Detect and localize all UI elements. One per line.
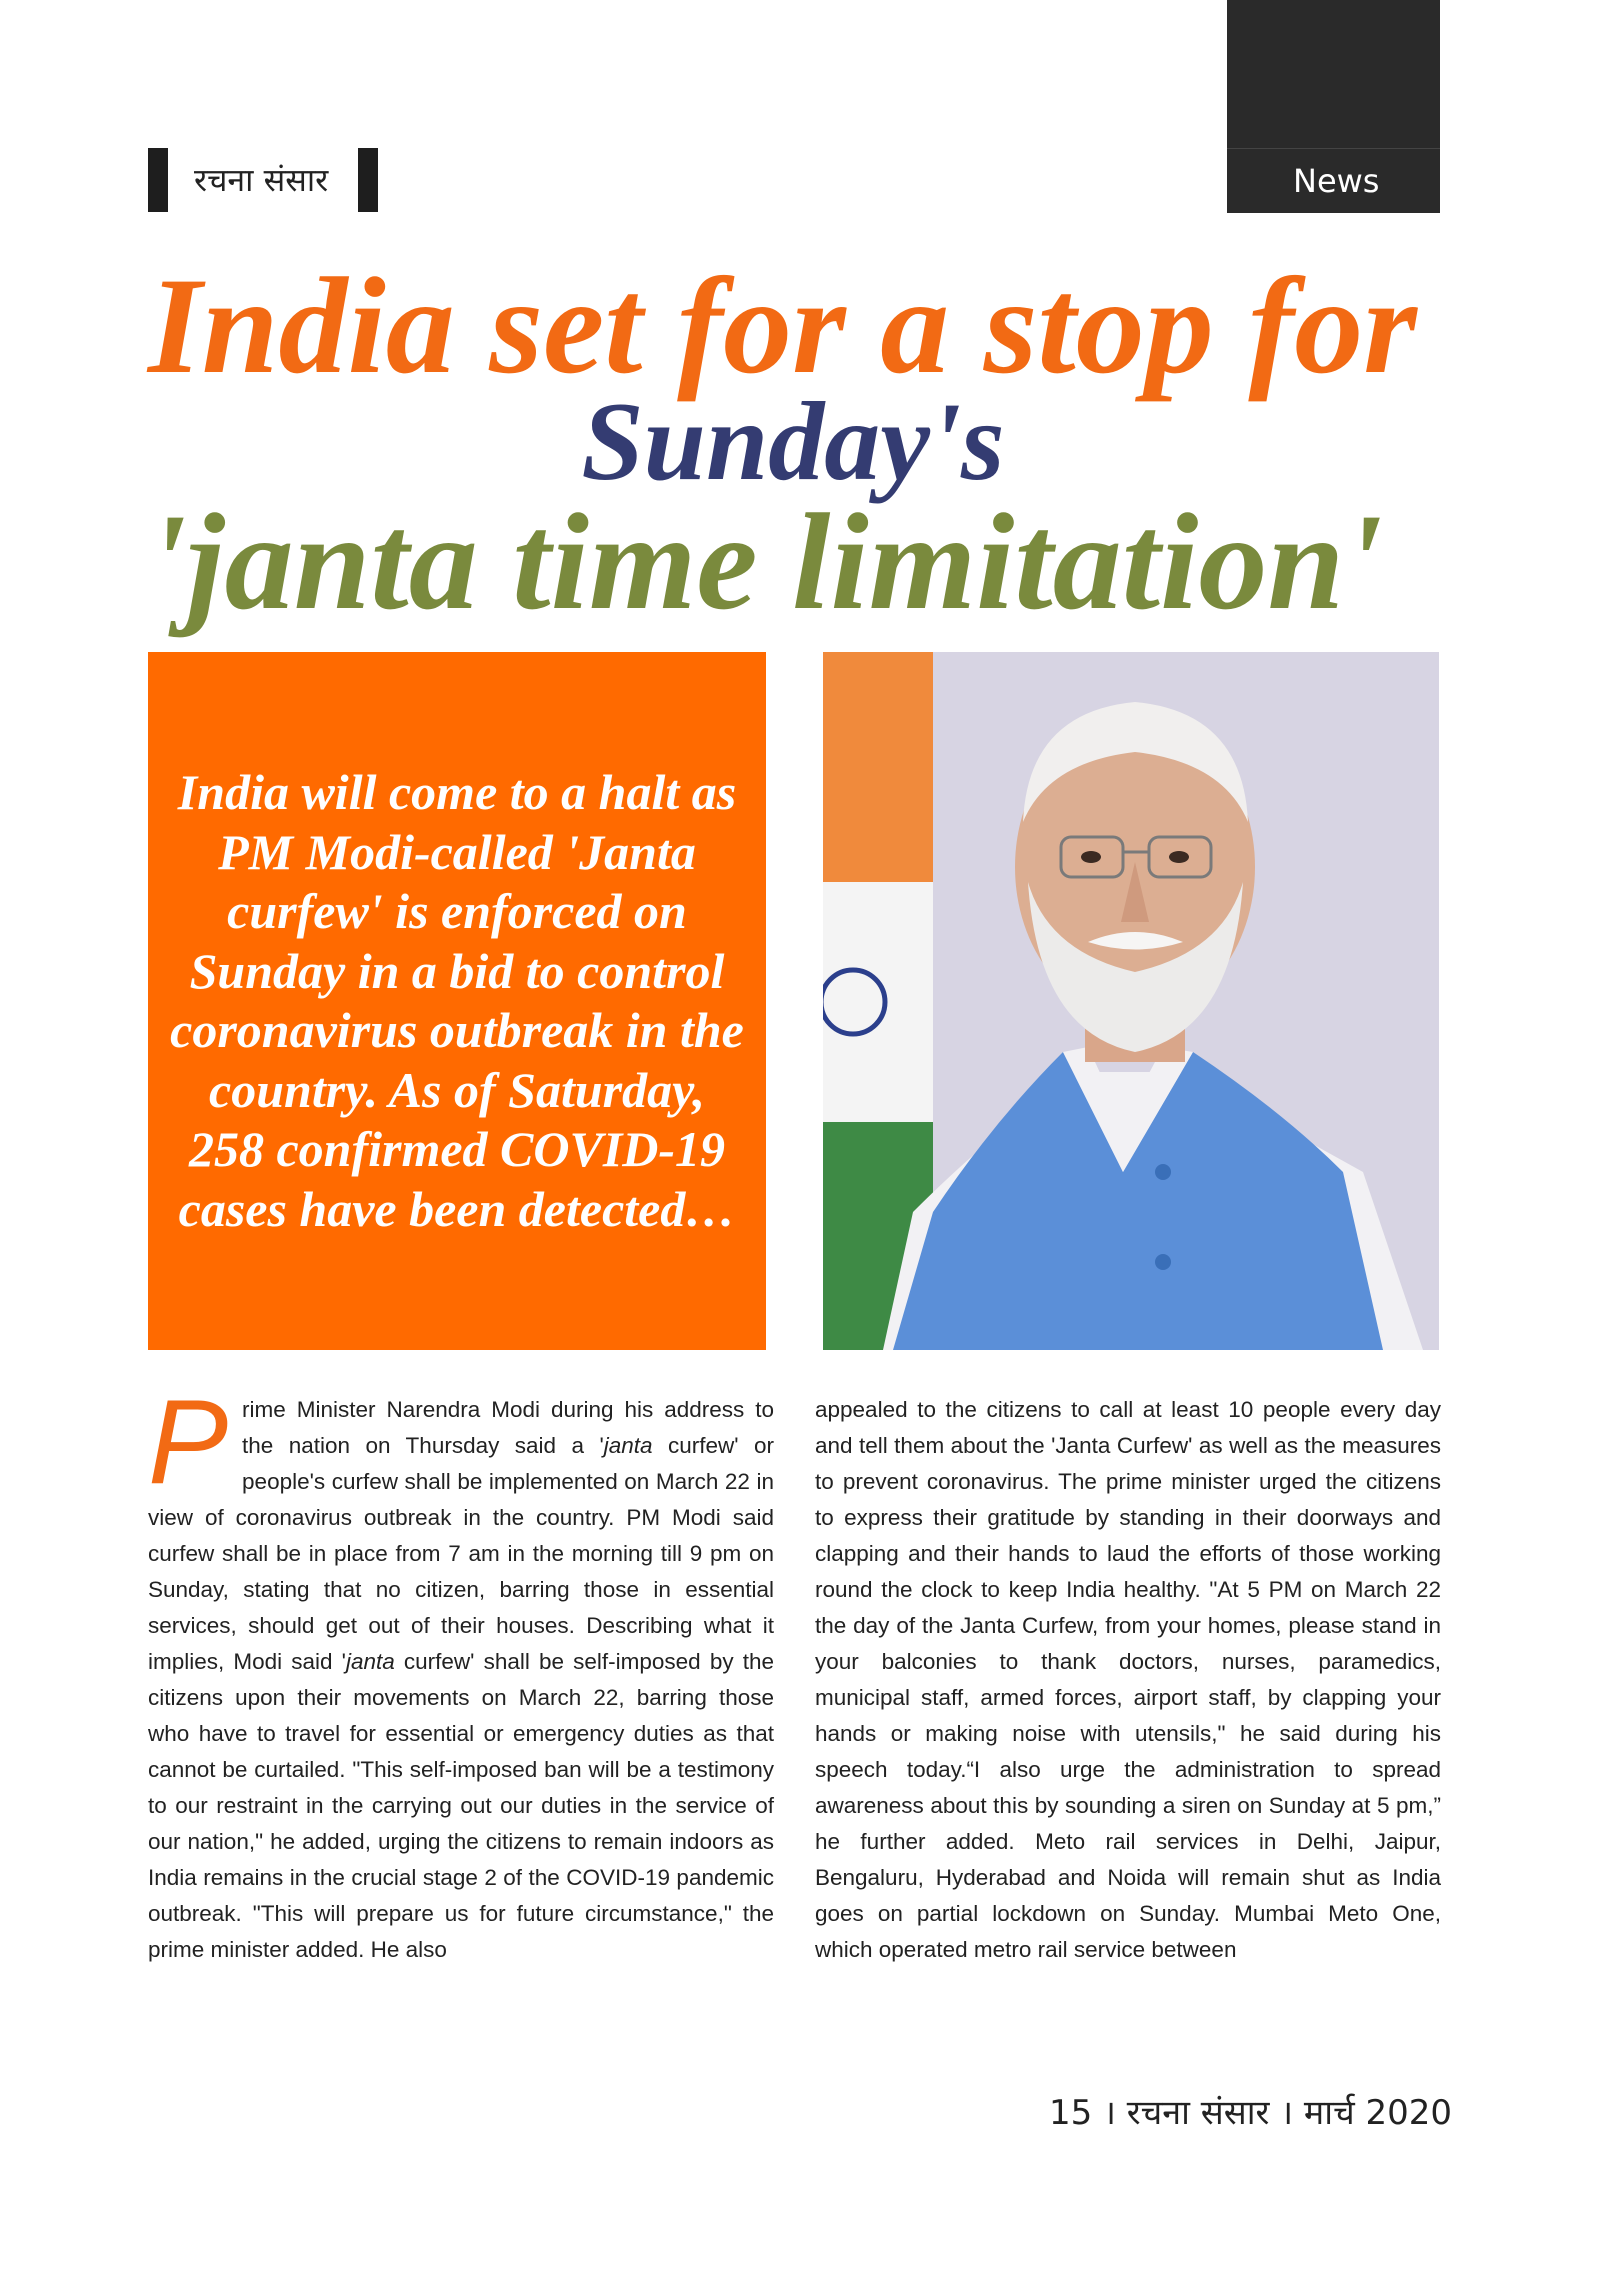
article-photo (823, 652, 1439, 1350)
headline-line-2: Sunday's (581, 380, 1005, 504)
article-column-left (148, 1375, 774, 1968)
magazine-name: रचना संसार (194, 161, 329, 199)
right-col-text: appealed to the citizens to call at least 10 people every day and tell them about the 'Janta Curfew' as well as the measures to prevent coronavirus. The prime minister urged the citizens to express their gratitude by standing in their doorways and clapping and their hands to laud the efforts of those working round the clock to keep India healthy. "At 5 PM on March 22 the day of the Janta Curfew, from your homes, please stand in your balconies to thank doctors, nurses, paramedics, municipal staff, armed forces, airport staff, by clapping your hands or making noise with utensils," he said during his speech today.“I also urge the administration to spread awareness about this by sounding a siren on Sunday at 5 pm,” he further added. Meto rail services in Delhi, Jaipur, Bengaluru, Hyderabad and Noida will remain shut as India goes on partial lockdown on Sunday. Mumbai Meto One, which operated metro rail service between (815, 1397, 1441, 1962)
left-col-text-d: janta (345, 1649, 395, 1674)
section-label: News (1293, 162, 1380, 200)
portrait-illustration (823, 652, 1439, 1350)
label-bar-left (148, 148, 168, 212)
callout-text: India will come to a halt as PM Modi-called 'Janta curfew' is enforced on Sunday in a bid to control coronavirus outbreak in the country. As of Saturday, 258 confirmed COVID-19 cases have been detected… (170, 764, 744, 1237)
header-dark-block (1227, 0, 1440, 148)
drop-cap: P (148, 1375, 229, 1509)
left-col-text-e: curfew' shall be self-imposed by the citizens upon their movements on March 22, barring those who have to travel for essential or emergency duties as that cannot be curtailed. "This self-imposed ban will be a testimony to our restraint in the carrying out our duties in the service of our nation," he added, urging the citizens to remain indoors as India remains in the crucial stage 2 of the COVID-19 pandemic outbreak. "This will prepare us for future circumstance," the prime minister added. He also (148, 1649, 774, 1962)
left-col-text-c: curfew' or people's curfew shall be implemented on March 22 in view of coronavirus outbreak in the country. PM Modi said curfew shall be in place from 7 am in the morning till 9 pm on Sunday, stating that no citizen, barring those in essential services, should get out of their houses. Describing what it implies, Modi said ' (148, 1433, 774, 1674)
left-col-text-a: rime Minister Narendra Modi during his address to the nation on Thursday said a ' (242, 1397, 774, 1458)
page-footer: 15 । रचना संसार । मार्च 2020 (1049, 2093, 1452, 2133)
callout-box (148, 652, 766, 1350)
section-tab (1227, 148, 1440, 213)
headline-line-3: 'janta time limitation' (148, 485, 1383, 638)
label-bar-right (358, 148, 378, 212)
headline-line-1: India set for a stop for (148, 249, 1417, 402)
article-column-right (815, 1392, 1441, 1968)
magazine-label (148, 148, 378, 212)
left-col-text-b: janta (603, 1433, 653, 1458)
headline (148, 249, 1448, 638)
